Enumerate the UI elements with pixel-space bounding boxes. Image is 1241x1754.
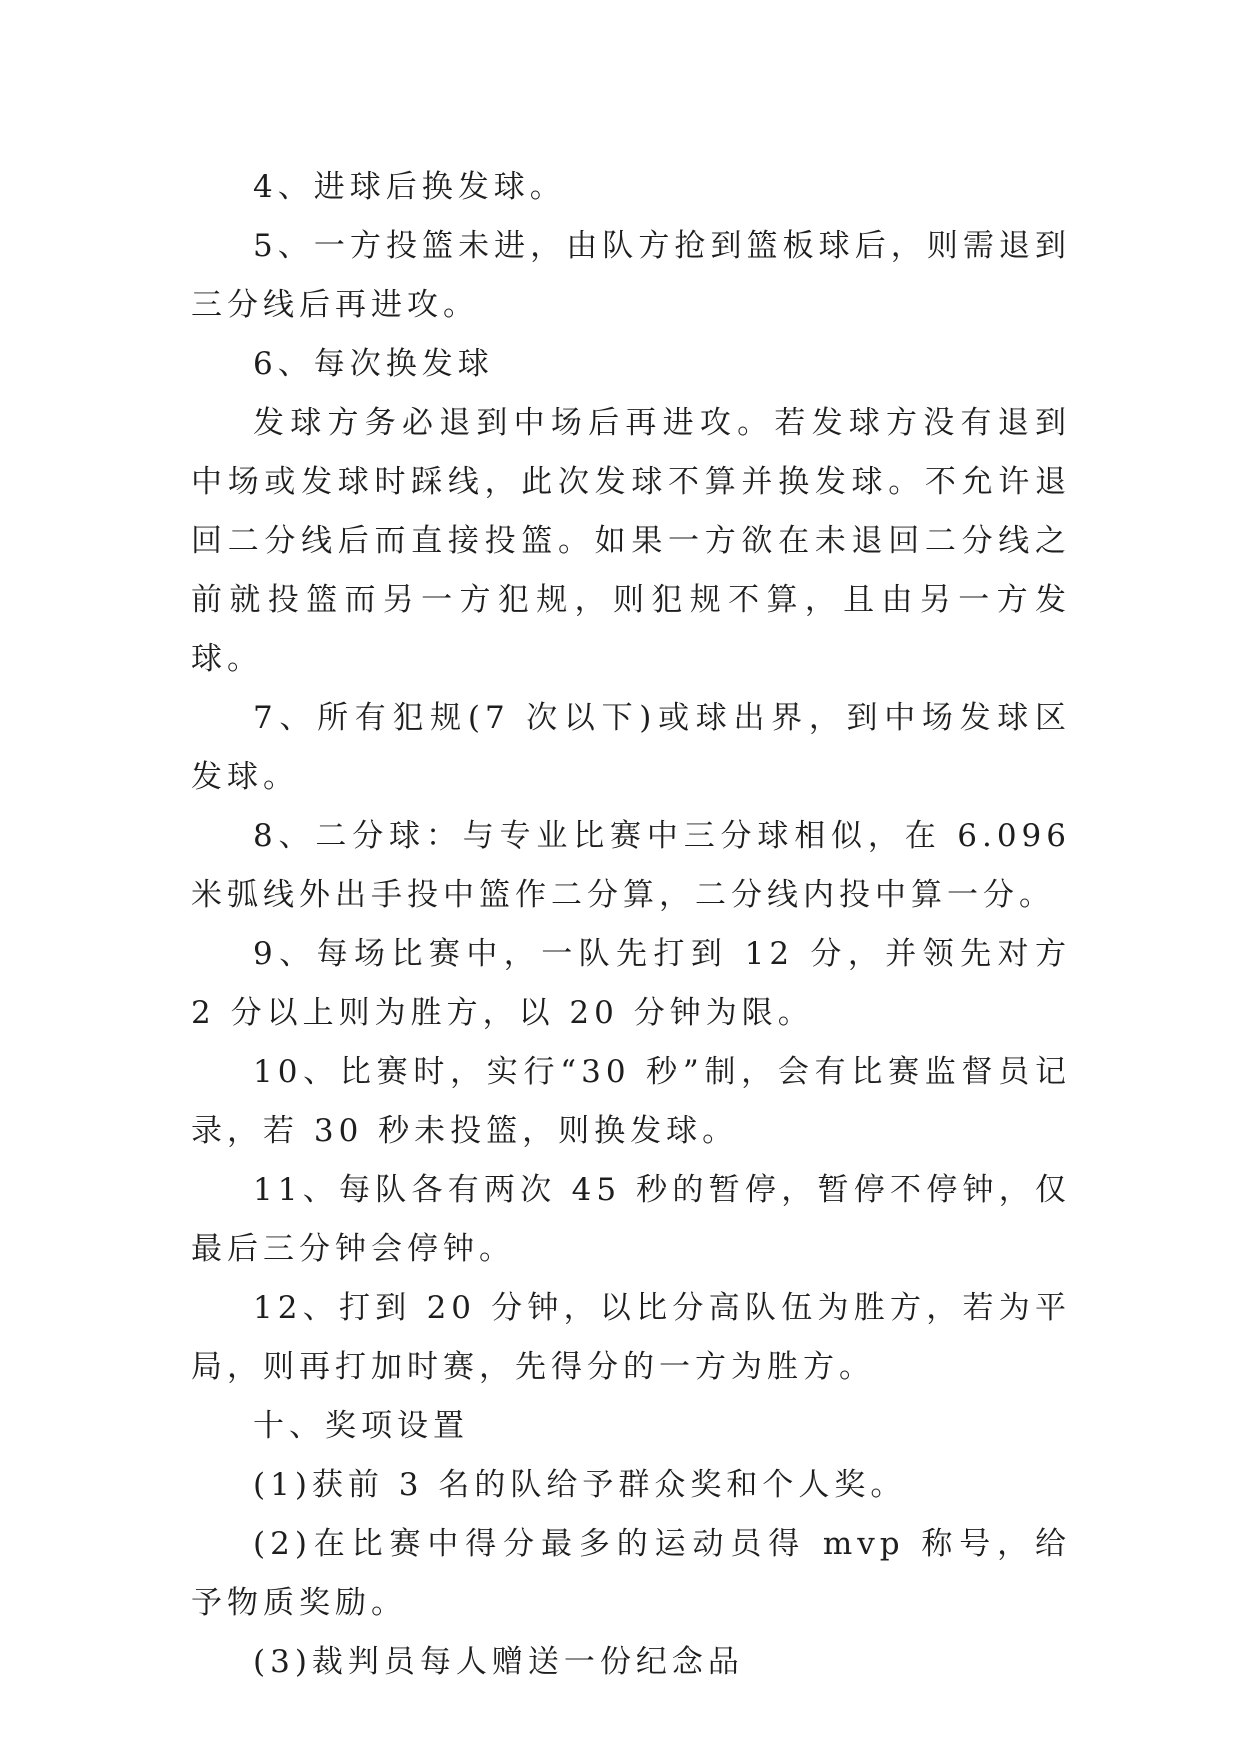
- rule-6-heading: 6、每次换发球: [253, 346, 494, 382]
- rule-11-paragraph: 11、每队各有两次 45 秒的暂停，暂停不停钟，仅最后三分钟会停钟。: [191, 1172, 1071, 1267]
- rule-5-paragraph: 5、一方投篮未进，由队方抢到篮板球后，则需退到三分线后再进攻。: [191, 228, 1071, 323]
- award-3-paragraph: (3)裁判员每人赠送一份纪念品: [253, 1644, 744, 1680]
- awards-section-heading: 十、奖项设置: [253, 1408, 469, 1444]
- rule-9-paragraph: 9、每场比赛中，一队先打到 12 分，并领先对方 2 分以上则为胜方，以 20 分钟为限。: [191, 936, 1071, 1031]
- rule-10-paragraph: 10、比赛时，实行“30 秒”制，会有比赛监督员记录，若 30 秒未投篮，则换发球。: [191, 1054, 1071, 1149]
- document-body: [191, 158, 1071, 1692]
- award-1-paragraph: (1)获前 3 名的队给予群众奖和个人奖。: [253, 1467, 907, 1503]
- rule-6-detail-paragraph: 发球方务必退到中场后再进攻。若发球方没有退到中场或发球时踩线，此次发球不算并换发球。不允许退回二分线后而直接投篮。如果一方欲在未退回二分线之前就投篮而另一方犯规，则犯规不算，且由另一方发球。: [191, 405, 1071, 677]
- rule-4-paragraph: 4、进球后换发球。: [253, 169, 566, 205]
- rule-12-paragraph: 12、打到 20 分钟，以比分高队伍为胜方，若为平局，则再打加时赛，先得分的一方为胜方。: [191, 1290, 1071, 1385]
- award-2-paragraph: (2)在比赛中得分最多的运动员得 mvp 称号，给予物质奖励。: [191, 1526, 1071, 1621]
- rule-7-paragraph: 7、所有犯规(7 次以下)或球出界，到中场发球区发球。: [191, 700, 1071, 795]
- rule-8-paragraph: 8、二分球：与专业比赛中三分球相似，在 6.096 米弧线外出手投中篮作二分算，二分线内投中算一分。: [191, 818, 1071, 913]
